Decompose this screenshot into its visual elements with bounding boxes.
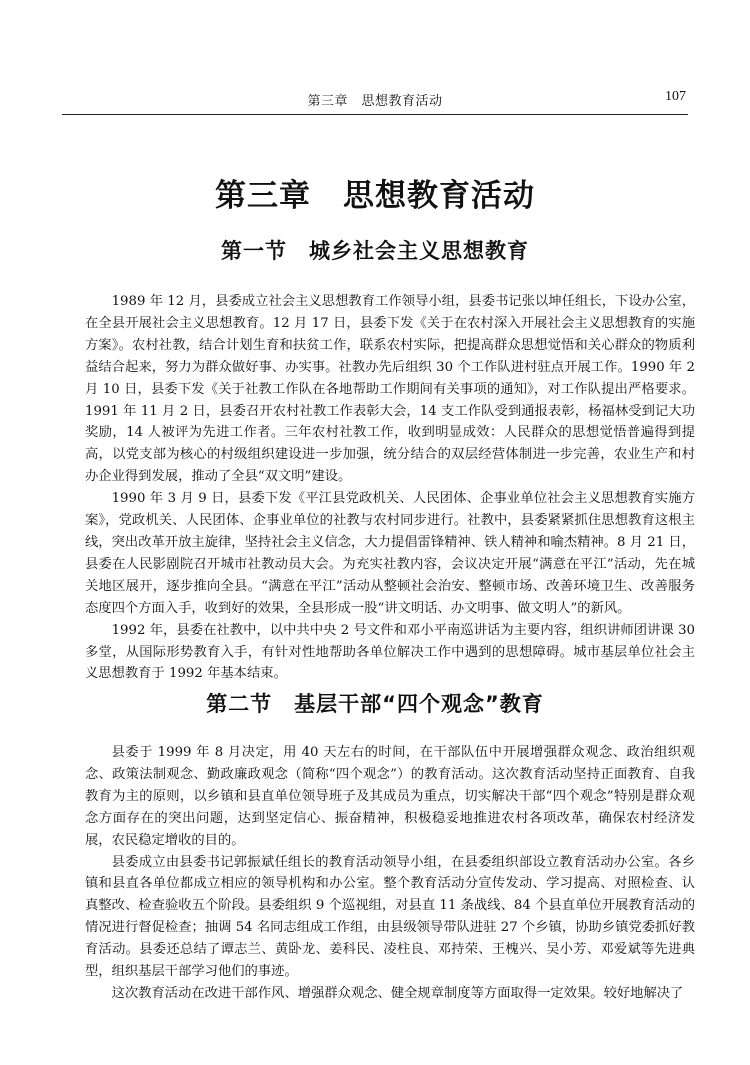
section-2-body: [85, 742, 695, 1005]
paragraph: 1990 年 3 月 9 日，县委下发《平江县党政机关、人民团体、企事业单位社会主义思想教育实施方案》，党政机关、人民团体、企事业单位的社教与农村同步进行。社教中，县委紧紧抓住思想教育这根主线，突出改革开放主旋律，坚持社会主义信念，大力提倡雷锋精神、铁人精神和喻杰精神。8 月 21 日，县委在人民影剧院召开城市社教动员大会。为充实社教内容，会议决定开展“满意在平江”活动，先在城关地区展开，逐步推向全县。“满意在平江”活动从整顿社会治安、整顿市场、改善环境卫生、改善服务态度四个方面入手，收到好的效果，全县形成一股“讲文明话、办文明事、做文明人”的新风。: [85, 491, 695, 616]
section-2-title: 第二节 基层干部“四个观念”教育: [206, 692, 544, 716]
chapter-title: 第三章 思想教育活动: [215, 178, 535, 214]
page-number: 107: [665, 89, 686, 104]
section-1-title: 第一节 城乡社会主义思想教育: [221, 239, 529, 263]
running-header: [62, 88, 688, 115]
paragraph: 1989 年 12 月，县委成立社会主义思想教育工作领导小组，县委书记张以坤任组长，下设办公室，在全县开展社会主义思想教育。12 月 17 日，县委下发《关于在农村深入开展社会主义思想教育的实施方案》。农村社教，结合计划生育和扶贫工作，联系农村实际，把提高群众思想觉悟和关心群众的物质利益结合起来，努力为群众做好事、办实事。社教办先后组织 30 个工作队进村驻点开展工作。1990 年 2 月 10 日，县委下发《关于社教工作队在各地帮助工作期间有关事项的通知》，对工作队提出严格要求。1991 年 11 月 2 日，县委召开农村社教工作表彰大会，14 支工作队受到通报表彰，杨福林受到记大功奖励，14 人被评为先进工作者。三年农村社教工作，收到明显成效：人民群众的思想觉悟普遍得到提高，以党支部为核心的村级组织建设进一步加强，统分结合的双层经营体制进一步完善，农业生产和村办企业得到发展，推动了全县“双文明”建设。: [85, 294, 695, 485]
paragraph: 这次教育活动在改进干部作风、增强群众观念、健全规章制度等方面取得一定效果。较好地解决了: [111, 985, 684, 1001]
section-1-body: [85, 291, 695, 685]
running-title: 第三章 思想教育活动: [307, 94, 443, 109]
paragraph: 县委成立由县委书记郭振斌任组长的教育活动领导小组，在县委组织部设立教育活动办公室。各乡镇和县直各单位都成立相应的领导机构和办公室。整个教育活动分宣传发动、学习提高、对照检查、认真整改、检查验收五个阶段。县委组织 9 个巡视组，对县直 11 条战线、84 个县直单位开展教育活动的情况进行督促检查；抽调 54 名同志组成工作组，由县级领导带队进驻 27 个乡镇，协助乡镇党委抓好教育活动。县委还总结了谭志兰、黄卧龙、姜科民、凌柱良、邓持荣、王槐兴、吴小芳、邓爱斌等先进典型，组织基层干部学习他们的事迹。: [85, 854, 695, 980]
paragraph: 县委于 1999 年 8 月决定，用 40 天左右的时间，在干部队伍中开展增强群众观念、政治组织观念、政策法制观念、勤政廉政观念（简称“四个观念”）的教育活动。这次教育活动坚持正面教育、自我教育为主的原则，以乡镇和县直单位领导班子及其成员为重点，切实解决干部“四个观念”特别是群众观念方面存在的突出问题，达到坚定信心、振奋精神，积极稳妥地推进农村各项改革，确保农村经济发展，农民稳定增收的目的。: [85, 745, 695, 848]
paragraph: 1992 年，县委在社教中，以中共中央 2 号文件和邓小平南巡讲话为主要内容，组织讲师团讲课 30 多堂，从国际形势教育入手，有针对性地帮助各单位解决工作中遇到的思想障碍。城市基层单位社会主义思想教育于 1992 年基本结束。: [85, 622, 695, 682]
